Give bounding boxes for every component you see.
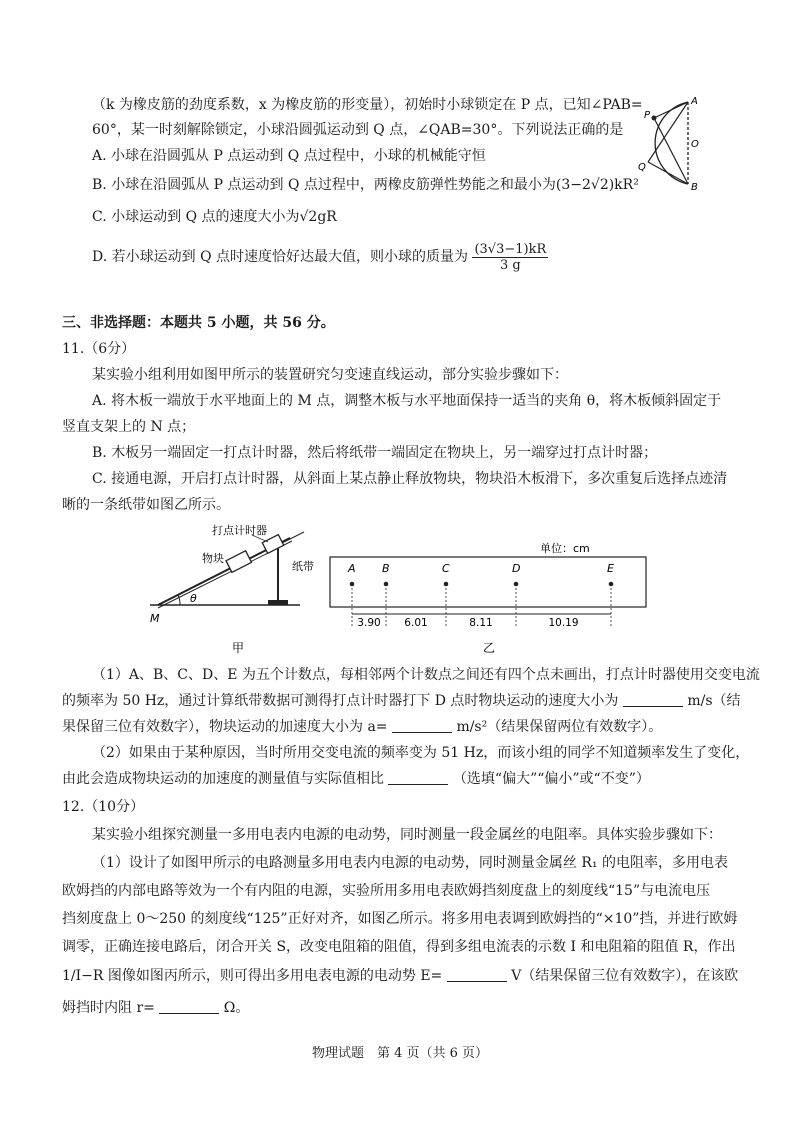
label-tape: 纸带 bbox=[292, 560, 314, 573]
angle-arc bbox=[178, 595, 180, 605]
q10-option-d-fraction bbox=[472, 242, 548, 273]
q12-resistance-text: 姆挡时内阻 r= bbox=[62, 1000, 155, 1016]
q12-line-5 bbox=[62, 966, 738, 986]
label-theta: θ bbox=[190, 592, 197, 605]
caption-yi: 乙 bbox=[483, 641, 496, 655]
q12-line-3: 挡刻度盘上 0～250 的刻度线“125”正好对齐，如图乙所示。将多用电表调到欧姆挡的“×10”挡，并进行欧姆 bbox=[62, 911, 738, 927]
q11-intro: 某实验小组利用如图甲所示的装置研究匀变速直线运动，部分实验步骤如下： bbox=[92, 367, 568, 383]
q11-part1-accel-unit: m/s²（结果保留两位有效数字）。 bbox=[456, 719, 663, 735]
tape-point-label-c: C bbox=[442, 562, 450, 575]
q11-step-a-1: A. 将木板一端放于水平地面上的 M 点，调整木板与水平地面保持一适当的夹角 θ，将木板倾斜固定于 bbox=[92, 393, 722, 409]
label-q: Q bbox=[638, 162, 646, 173]
q10-option-d-text: D. 若小球运动到 Q 点时速度恰好达最大值，则小球的质量为 bbox=[92, 249, 469, 265]
tape-point-label-a: A bbox=[348, 562, 356, 575]
page-footer: 物理试题 第 4 页（共 6 页） bbox=[311, 1046, 489, 1061]
q11-part1-accel-text: 果保留三位有效数字），物块运动的加速度大小为 a= bbox=[62, 719, 388, 735]
block bbox=[226, 551, 252, 573]
tape-strip bbox=[330, 557, 646, 607]
dimension-label: 3.90 bbox=[357, 617, 381, 629]
tape-point-label-d: D bbox=[512, 562, 521, 575]
answer-blank-comparison[interactable] bbox=[388, 770, 448, 785]
q11-step-a-2: 竖直支架上的 N 点； bbox=[62, 419, 196, 435]
q10-line-2: 60°，某一时刻解除锁定，小球沿圆弧运动到 Q 点，∠QAB=30°。下列说法正确的是 bbox=[92, 122, 624, 138]
fraction-denominator: 3 g bbox=[500, 257, 521, 273]
q12-heading: 12.（10分） bbox=[62, 799, 145, 815]
answer-blank-velocity[interactable] bbox=[623, 692, 683, 707]
tape-point-label-e: E bbox=[607, 562, 614, 575]
answer-blank-acceleration[interactable] bbox=[392, 718, 452, 733]
tape-strip bbox=[282, 532, 304, 543]
dimension-label: 10.19 bbox=[548, 617, 579, 629]
q11-part2-text: 由此会造成物块运动的加速度的测量值与实际值相比 bbox=[62, 771, 384, 787]
label-timer: 打点计时器 bbox=[212, 524, 267, 537]
q10-option-c: C. 小球运动到 Q 点的速度大小为√2gR bbox=[92, 209, 337, 225]
q12-line-6 bbox=[62, 998, 249, 1018]
q11-part2-line-1: （2）如果由于某种原因，当时所用交变电流的频率变为 51 Hz，而该小组的同学不知道频率发生了变化， bbox=[92, 745, 750, 761]
q12-emf-unit: V（结果保留三位有效数字），在该欧 bbox=[511, 968, 739, 984]
tape-point-label-b: B bbox=[382, 562, 390, 575]
answer-blank-emf[interactable] bbox=[447, 967, 507, 982]
q12-line-4: 调零，正确连接电路后，闭合开关 S，改变电阻箱的阻值，得到多组电流表的示数 I 和电阻箱的阻值 R，作出 bbox=[62, 939, 736, 955]
q11-part1-line-3 bbox=[62, 717, 662, 737]
q12-line-1: （1）设计了如图甲所示的电路测量多用电表内电源的电动势，同时测量金属丝 R₁ 的电阻率，多用电表 bbox=[92, 855, 728, 871]
q11-part1-text: 的频率为 50 Hz，通过计算纸带数据可测得打点计时器打下 D 点时物块运动的速度大小为 bbox=[62, 693, 619, 709]
stand-base bbox=[268, 600, 288, 605]
q10-circle-figure bbox=[636, 92, 706, 192]
label-b: B bbox=[691, 182, 698, 192]
dimension-label: 8.11 bbox=[469, 617, 493, 629]
label-o: O bbox=[691, 139, 699, 150]
q11-step-c-1: C. 接通电源，开启打点计时器，从斜面上某点静止释放物块，物块沿木板滑下，多次重复后选择点迹清 bbox=[92, 471, 728, 487]
answer-blank-internal-resistance[interactable] bbox=[159, 999, 219, 1014]
dimension-label: 6.01 bbox=[404, 617, 428, 629]
label-p: P bbox=[644, 110, 651, 121]
figure-yi-tape bbox=[328, 540, 650, 660]
q11-part1-line-1: （1）A、B、C、D、E 为五个计数点，每相邻两个计数点之间还有四个点未画出，打点计时器使用交变电流 bbox=[92, 667, 760, 683]
q12-line-2: 欧姆挡的内部电路等效为一个有内阻的电源，实验所用多用电表欧姆挡刻度盘上的刻度线“15”与电流电压 bbox=[62, 883, 711, 899]
section-3-heading: 三、非选择题：本题共 5 小题，共 56 分。 bbox=[62, 315, 335, 331]
q10-option-a: A. 小球在沿圆弧从 P 点运动到 Q 点过程中，小球的机械能守恒 bbox=[92, 148, 486, 164]
q10-option-d bbox=[92, 240, 548, 274]
q11-part1-line-2 bbox=[62, 691, 741, 711]
label-unit: 单位：cm bbox=[540, 542, 590, 555]
label-block: 物块 bbox=[202, 552, 224, 565]
q11-part1-unit: m/s（结 bbox=[687, 693, 741, 709]
q10-option-b: B. 小球在沿圆弧从 P 点运动到 Q 点过程中，两橡皮筋弹性势能之和最小为(3−2√2)kR² bbox=[92, 177, 639, 193]
q11-part2-line-2 bbox=[62, 769, 650, 789]
q11-step-c-2: 晰的一条纸带如图乙所示。 bbox=[62, 497, 230, 513]
ball-p bbox=[652, 116, 657, 121]
q11-part2-options: （选填“偏大”“偏小”或“不变”） bbox=[452, 771, 650, 787]
q11-step-b: B. 木板另一端固定一打点计时器，然后将纸带一端固定在物块上，另一端穿过打点计时器； bbox=[92, 445, 658, 461]
caption-jia: 甲 bbox=[232, 641, 245, 655]
q12-emf-text: 1/I−R 图像如图丙所示，则可得出多用电表电源的电动势 E= bbox=[62, 968, 443, 984]
label-m: M bbox=[150, 612, 160, 625]
q10-line-1: （k 为橡皮筋的劲度系数，x 为橡皮筋的形变量），初始时小球锁定在 P 点，已知∠PAB= bbox=[92, 97, 643, 113]
q12-intro: 某实验小组探究测量一多用电表内电源的电动势，同时测量一段金属丝的电阻率。具体实验步骤如下： bbox=[92, 827, 722, 843]
q11-heading: 11.（6分） bbox=[62, 341, 136, 357]
figure-jia-incline bbox=[140, 518, 340, 658]
label-a: A bbox=[691, 96, 698, 107]
q12-resistance-unit: Ω。 bbox=[223, 1000, 250, 1016]
fraction-numerator: (3√3−1)kR bbox=[474, 241, 547, 257]
